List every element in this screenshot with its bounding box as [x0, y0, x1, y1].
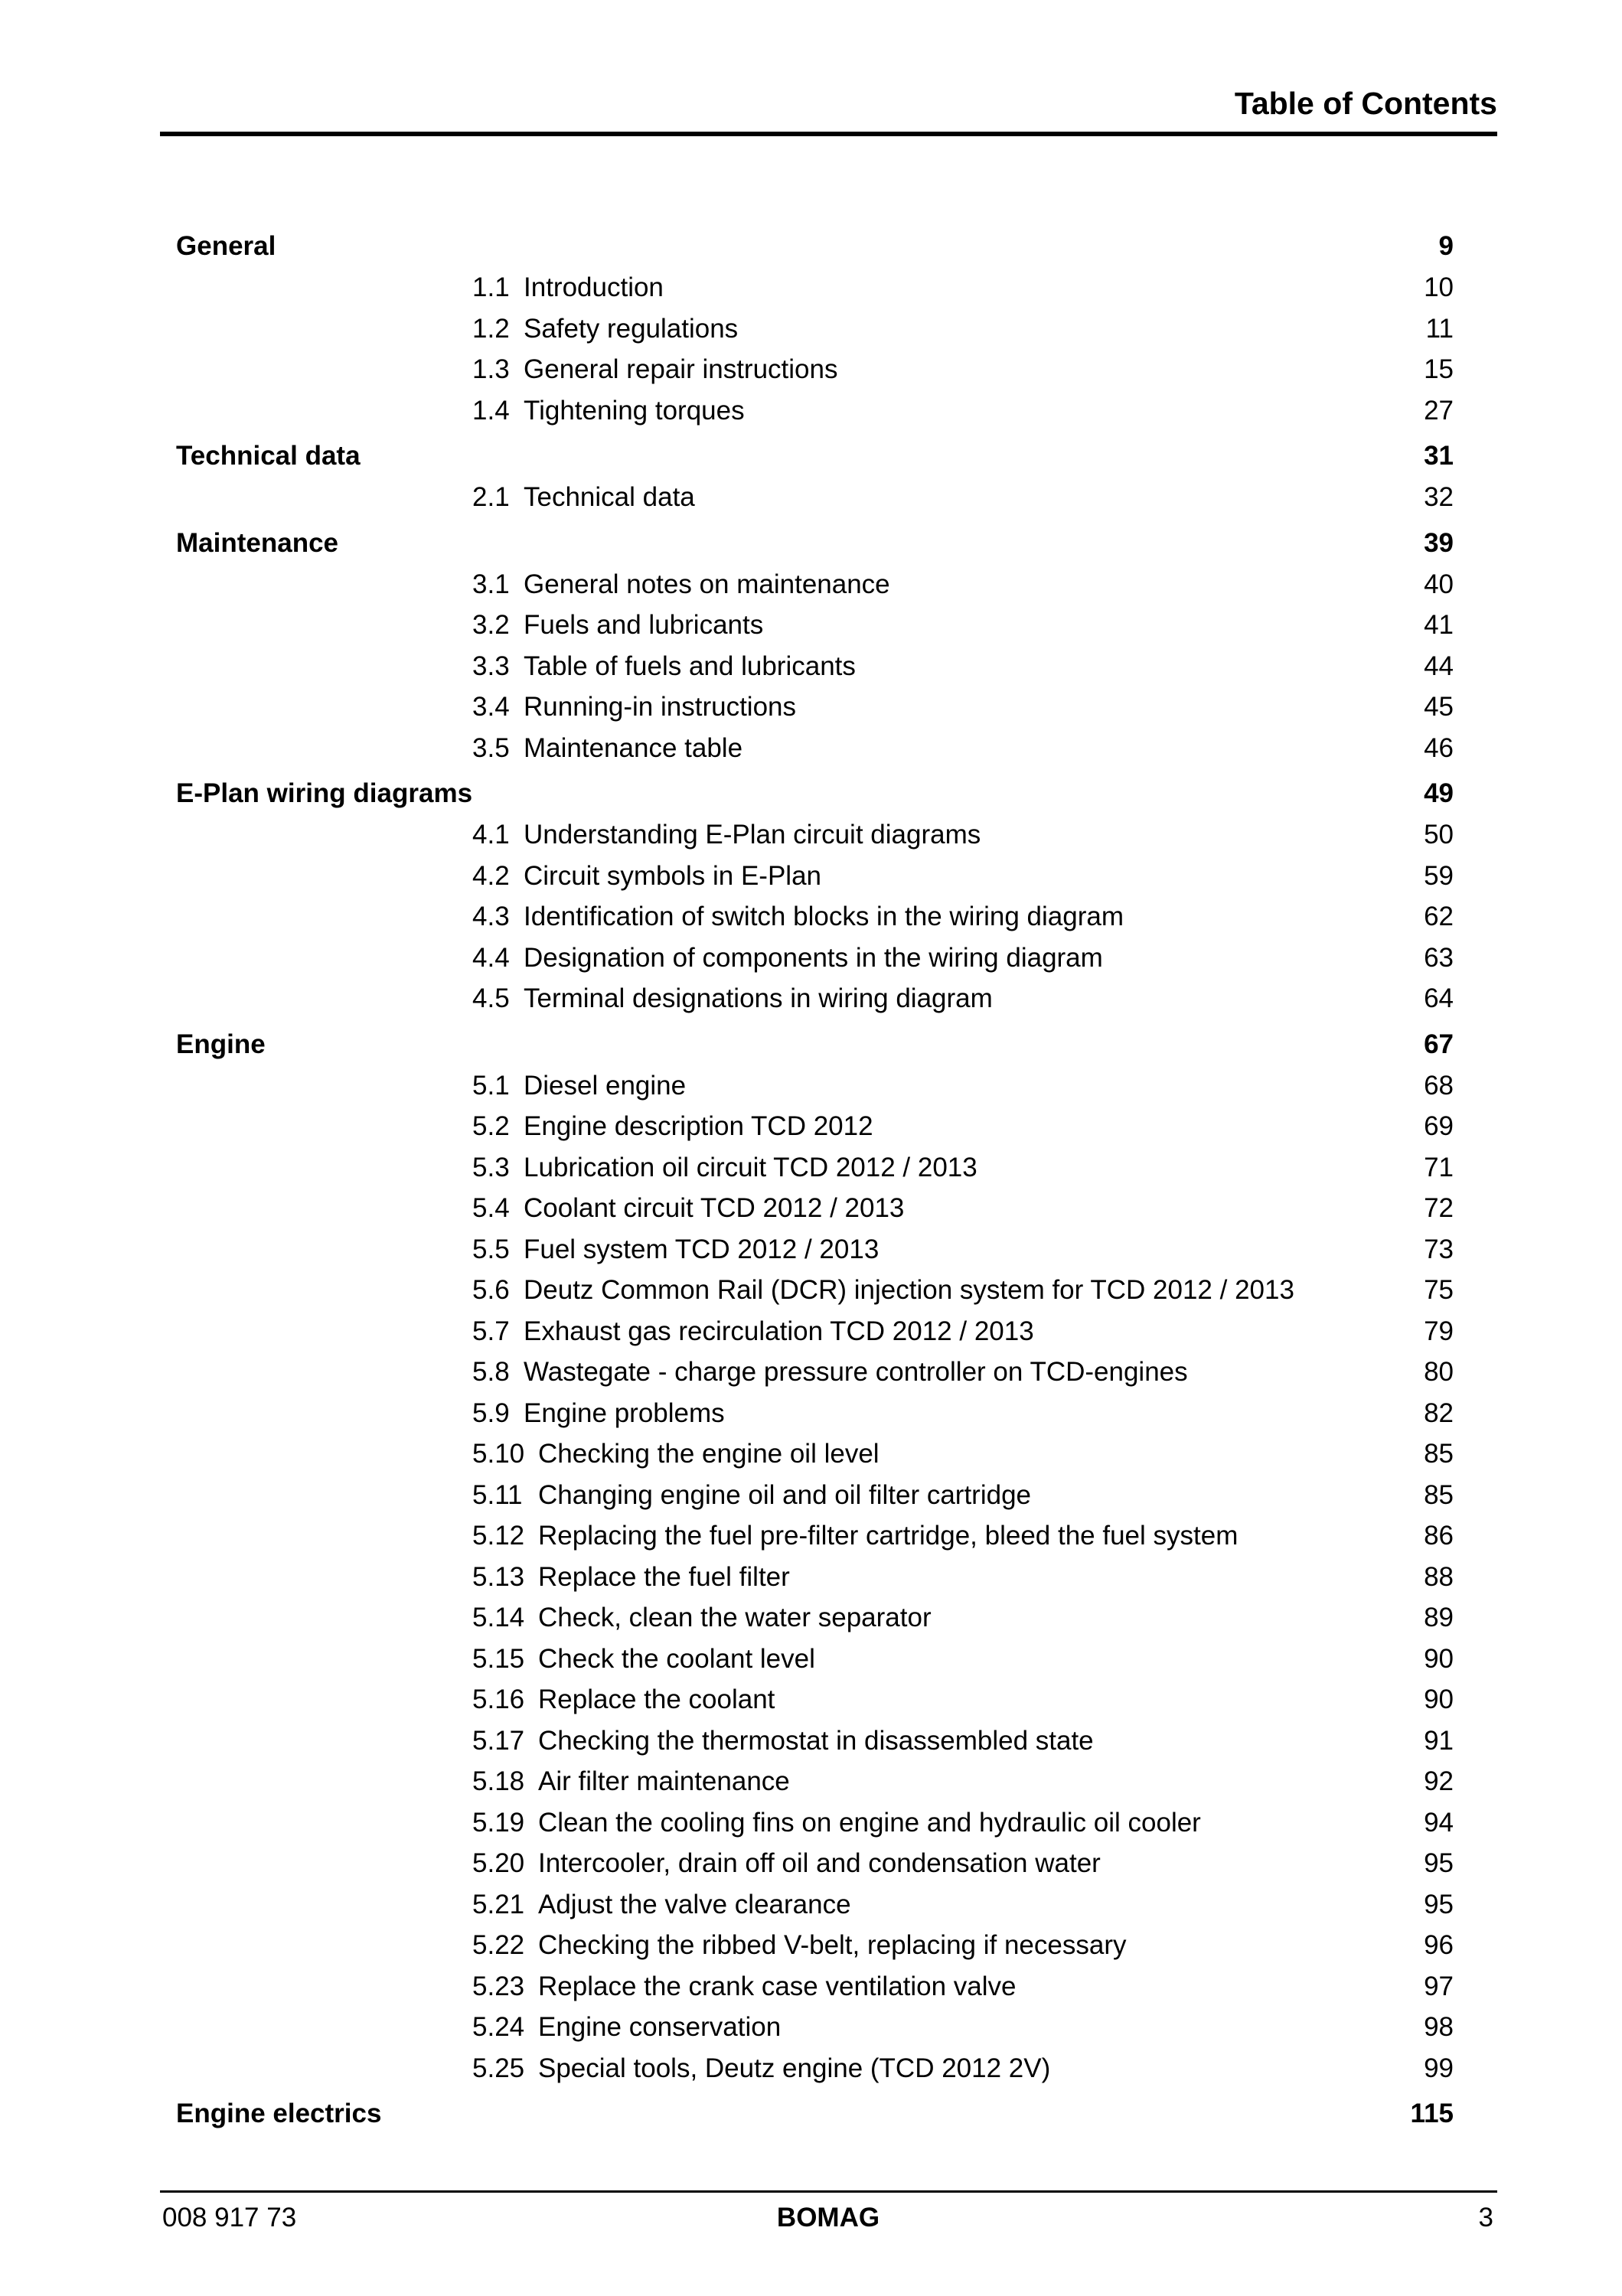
section-title: Clean the cooling fins on engine and hydraulic oil cooler	[538, 1807, 1201, 1838]
chapter-title: Technical data	[176, 441, 361, 471]
section-title: Check the coolant level	[538, 1643, 815, 1674]
section-title: Terminal designations in wiring diagram	[524, 983, 993, 1013]
toc-section-row	[0, 1641, 1622, 1678]
section-number: 5.25	[472, 2053, 525, 2083]
page-title: Table of Contents	[1234, 86, 1497, 121]
toc-section-row	[0, 1681, 1622, 1718]
section-page-number: 85	[1424, 1439, 1454, 1469]
toc-section-row	[0, 1395, 1622, 1432]
section-title: Special tools, Deutz engine (TCD 2012 2V)	[538, 2053, 1051, 2083]
toc-section-row	[0, 1723, 1622, 1760]
section-number: 1.1	[472, 272, 510, 302]
section-page-number: 82	[1424, 1397, 1454, 1428]
toc-section-row	[0, 648, 1622, 685]
section-title: Replace the crank case ventilation valve	[538, 1971, 1017, 2001]
section-title: Understanding E-Plan circuit diagrams	[524, 820, 981, 850]
toc-section-row	[0, 1559, 1622, 1596]
section-number: 1.3	[472, 354, 510, 384]
section-title: General repair instructions	[524, 354, 838, 384]
section-page-number: 64	[1424, 983, 1454, 1013]
chapter-page-number: 67	[1424, 1029, 1454, 1059]
section-number: 5.8	[472, 1357, 510, 1387]
toc-chapter-row	[0, 2095, 1622, 2132]
section-title: Intercooler, drain off oil and condensation water	[538, 1848, 1101, 1878]
chapter-page-number: 31	[1424, 441, 1454, 471]
toc-section-row	[0, 1150, 1622, 1186]
section-page-number: 97	[1424, 1971, 1454, 2001]
section-number: 5.17	[472, 1725, 525, 1756]
toc-section-row	[0, 940, 1622, 977]
section-page-number: 68	[1424, 1070, 1454, 1101]
section-title: Engine description TCD 2012	[524, 1111, 873, 1141]
chapter-title: Engine electrics	[176, 2099, 382, 2128]
section-title: Checking the thermostat in disassembled state	[538, 1725, 1094, 1756]
section-number: 5.2	[472, 1111, 510, 1141]
toc-section-row	[0, 479, 1622, 516]
toc-section-row	[0, 607, 1622, 644]
section-title: Checking the engine oil level	[538, 1439, 880, 1469]
section-page-number: 92	[1424, 1766, 1454, 1796]
toc-section-row	[0, 899, 1622, 935]
toc-section-row	[0, 1805, 1622, 1841]
page-number: 3	[1478, 2203, 1493, 2232]
toc-section-row	[0, 730, 1622, 767]
section-title: Identification of switch blocks in the wiring diagram	[524, 902, 1124, 931]
chapter-title: General	[176, 231, 276, 261]
section-number: 1.2	[472, 313, 510, 344]
section-title: Coolant circuit TCD 2012 / 2013	[524, 1193, 905, 1223]
toc-section-row	[0, 1354, 1622, 1391]
footer-divider	[160, 2190, 1497, 2193]
section-number: 3.4	[472, 692, 510, 722]
section-number: 5.4	[472, 1193, 510, 1223]
section-number: 5.3	[472, 1152, 510, 1182]
section-title: Fuel system TCD 2012 / 2013	[524, 1234, 880, 1264]
toc-chapter-row	[0, 775, 1622, 812]
chapter-page-number: 39	[1424, 527, 1454, 558]
section-page-number: 40	[1424, 569, 1454, 599]
section-page-number: 69	[1424, 1111, 1454, 1141]
section-page-number: 90	[1424, 1684, 1454, 1714]
section-number: 3.5	[472, 732, 510, 763]
section-title: Fuels and lubricants	[524, 610, 764, 640]
section-page-number: 62	[1424, 902, 1454, 931]
section-page-number: 90	[1424, 1643, 1454, 1674]
toc-section-row	[0, 1436, 1622, 1473]
chapter-title: Maintenance	[176, 527, 338, 558]
section-number: 4.4	[472, 942, 510, 973]
section-title: Designation of components in the wiring diagram	[524, 942, 1103, 973]
section-page-number: 11	[1425, 313, 1454, 344]
toc-chapter-row	[0, 525, 1622, 562]
toc-section-row	[0, 1231, 1622, 1268]
section-number: 5.9	[472, 1397, 510, 1428]
section-title: Checking the ribbed V-belt, replacing if necessary	[538, 1930, 1127, 1960]
section-number: 5.7	[472, 1316, 510, 1346]
section-title: Air filter maintenance	[538, 1766, 790, 1796]
toc-section-row	[0, 1477, 1622, 1514]
chapter-title: Engine	[176, 1029, 266, 1059]
toc-section-row	[0, 393, 1622, 429]
section-title: Engine conservation	[538, 2012, 782, 2042]
section-page-number: 88	[1424, 1561, 1454, 1592]
section-number: 3.2	[472, 610, 510, 640]
section-title: Table of fuels and lubricants	[524, 651, 856, 681]
section-number: 4.3	[472, 902, 510, 931]
section-title: Wastegate - charge pressure controller on TCD-engines	[524, 1357, 1188, 1387]
section-title: Diesel engine	[524, 1070, 687, 1101]
toc-section-row	[0, 689, 1622, 726]
section-page-number: 80	[1424, 1357, 1454, 1387]
toc-section-row	[0, 1600, 1622, 1636]
section-title: Exhaust gas recirculation TCD 2012 / 2013	[524, 1316, 1034, 1346]
section-number: 5.11	[472, 1479, 523, 1510]
chapter-page-number: 9	[1438, 231, 1454, 261]
section-page-number: 46	[1424, 732, 1454, 763]
section-number: 5.23	[472, 1971, 525, 2001]
section-number: 5.6	[472, 1275, 510, 1305]
section-page-number: 99	[1424, 2053, 1454, 2083]
toc-section-row	[0, 269, 1622, 306]
section-title: Tightening torques	[524, 395, 745, 426]
toc-section-row	[0, 858, 1622, 895]
section-page-number: 89	[1424, 1603, 1454, 1632]
toc-section-row	[0, 1887, 1622, 1923]
section-number: 2.1	[472, 482, 510, 512]
section-number: 4.5	[472, 983, 510, 1013]
section-page-number: 86	[1424, 1521, 1454, 1551]
toc-section-row	[0, 1927, 1622, 1964]
section-page-number: 10	[1424, 272, 1454, 302]
section-number: 5.19	[472, 1807, 525, 1838]
section-title: Lubrication oil circuit TCD 2012 / 2013	[524, 1152, 977, 1182]
section-page-number: 85	[1424, 1479, 1454, 1510]
section-page-number: 50	[1424, 820, 1454, 850]
section-title: Changing engine oil and oil filter cartridge	[538, 1479, 1032, 1510]
toc-section-row	[0, 1068, 1622, 1104]
toc-section-row	[0, 1763, 1622, 1800]
document-number: 008 917 73	[162, 2203, 297, 2232]
toc-section-row	[0, 566, 1622, 603]
section-page-number: 75	[1424, 1275, 1454, 1305]
section-page-number: 79	[1424, 1316, 1454, 1346]
section-page-number: 72	[1424, 1193, 1454, 1223]
chapter-page-number: 115	[1410, 2099, 1454, 2128]
toc-section-row	[0, 1845, 1622, 1882]
section-number: 5.14	[472, 1603, 525, 1632]
section-title: Replace the coolant	[538, 1684, 775, 1714]
brand-name: BOMAG	[776, 2203, 880, 2232]
toc-section-row	[0, 980, 1622, 1017]
section-page-number: 44	[1424, 651, 1454, 681]
section-page-number: 32	[1424, 482, 1454, 512]
section-title: Technical data	[524, 482, 695, 512]
section-number: 5.24	[472, 2012, 525, 2042]
section-page-number: 45	[1424, 692, 1454, 722]
toc-section-row	[0, 1968, 1622, 2005]
section-title: Safety regulations	[524, 313, 739, 344]
section-number: 3.3	[472, 651, 510, 681]
section-number: 4.2	[472, 860, 510, 891]
section-title: Adjust the valve clearance	[538, 1889, 851, 1919]
toc-section-row	[0, 1313, 1622, 1350]
section-title: Replacing the fuel pre-filter cartridge, bleed the fuel system	[538, 1521, 1239, 1551]
toc-section-row	[0, 1108, 1622, 1145]
section-number: 4.1	[472, 820, 510, 850]
section-page-number: 96	[1424, 1930, 1454, 1960]
toc-section-row	[0, 1518, 1622, 1554]
section-page-number: 27	[1424, 395, 1454, 426]
section-page-number: 95	[1424, 1848, 1454, 1878]
section-page-number: 98	[1424, 2012, 1454, 2042]
section-number: 5.22	[472, 1930, 525, 1960]
toc-section-row	[0, 817, 1622, 853]
toc-section-row	[0, 1272, 1622, 1309]
toc-section-row	[0, 1190, 1622, 1227]
section-page-number: 63	[1424, 942, 1454, 973]
toc-chapter-row	[0, 1026, 1622, 1063]
section-title: Deutz Common Rail (DCR) injection system for TCD 2012 / 2013	[524, 1275, 1294, 1305]
section-page-number: 41	[1424, 610, 1454, 640]
section-number: 5.12	[472, 1521, 525, 1551]
section-page-number: 71	[1424, 1152, 1454, 1182]
toc-section-row	[0, 351, 1622, 388]
section-number: 5.21	[472, 1889, 525, 1919]
section-page-number: 91	[1424, 1725, 1454, 1756]
section-number: 5.13	[472, 1561, 525, 1592]
toc-section-row	[0, 311, 1622, 347]
toc-chapter-row	[0, 228, 1622, 265]
section-title: Circuit symbols in E-Plan	[524, 860, 821, 891]
section-page-number: 73	[1424, 1234, 1454, 1264]
toc-section-row	[0, 2050, 1622, 2087]
section-number: 5.15	[472, 1643, 525, 1674]
section-number: 3.1	[472, 569, 510, 599]
section-number: 5.10	[472, 1439, 525, 1469]
section-page-number: 95	[1424, 1889, 1454, 1919]
section-page-number: 15	[1424, 354, 1454, 384]
section-number: 5.18	[472, 1766, 525, 1796]
section-page-number: 59	[1424, 860, 1454, 891]
chapter-page-number: 49	[1424, 778, 1454, 808]
section-title: Running-in instructions	[524, 692, 797, 722]
section-title: Replace the fuel filter	[538, 1561, 790, 1592]
section-number: 1.4	[472, 395, 510, 426]
section-title: Maintenance table	[524, 732, 743, 763]
section-title: Introduction	[524, 272, 664, 302]
section-number: 5.20	[472, 1848, 525, 1878]
section-number: 5.16	[472, 1684, 525, 1714]
chapter-title: E-Plan wiring diagrams	[176, 778, 473, 808]
toc-chapter-row	[0, 438, 1622, 475]
section-number: 5.1	[472, 1070, 510, 1101]
section-title: Check, clean the water separator	[538, 1603, 932, 1632]
section-number: 5.5	[472, 1234, 510, 1264]
toc-section-row	[0, 2009, 1622, 2046]
section-page-number: 94	[1424, 1807, 1454, 1838]
section-title: General notes on maintenance	[524, 569, 890, 599]
section-title: Engine problems	[524, 1397, 725, 1428]
